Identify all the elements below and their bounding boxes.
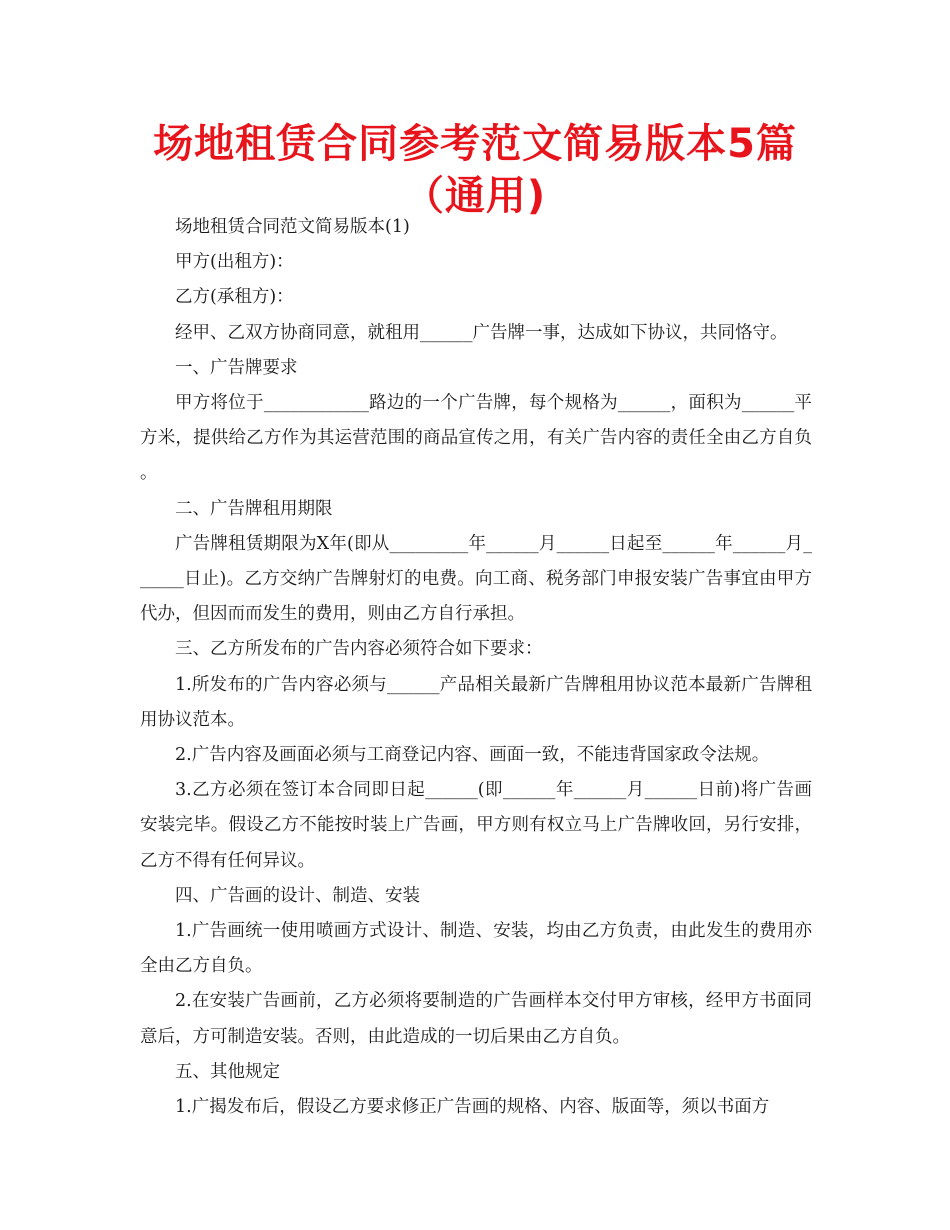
paragraph-billboard-location: 甲方将位于____________路边的一个广告牌，每个规格为______，面积为______平方米，提供给乙方作为其运营范围的商品宣传之用，有关广告内容的责任全由乙方自负。	[140, 393, 812, 484]
document-body	[140, 210, 812, 1125]
paragraph-intro: 经甲、乙双方协商同意，就租用______广告牌一事，达成如下协议，共同恪守。	[175, 322, 788, 343]
paragraph-other-1: 1.广揭发布后，假设乙方要求修正广告画的规格、内容、版面等，须以书面方	[175, 1097, 770, 1118]
heading-billboard-requirements: 一、广告牌要求	[175, 357, 298, 378]
document-title: 场地租赁合同参考范文简易版本5篇（通用)	[153, 121, 797, 219]
paragraph-requirement-1: 1.所发布的广告内容必须与______产品相关最新广告牌租用协议范本最新广告牌租用协议范本。	[140, 674, 812, 730]
paragraph-lease-term: 广告牌租赁期限为X年(即从_________年______月______日起至______年______月______日止)。乙方交纳广告牌射灯的电费。向工商、税务部门申报安装广告事宜由甲方代办，但因而而发生的费用，则由乙方自行承担。	[140, 533, 812, 625]
paragraph-party-a: 甲方(出租方)：	[175, 252, 294, 273]
paragraph-design-2: 2.在安装广告画前，乙方必须将要制造的广告画样本交付甲方审核，经甲方书面同意后，方可制造安装。否则，由此造成的一切后果由乙方自负。	[140, 991, 812, 1047]
paragraph-requirement-2: 2.广告内容及画面必须与工商登记内容、画面一致，不能违背国家政令法规。	[175, 745, 770, 766]
heading-design-installation: 四、广告画的设计、制造、安装	[175, 885, 420, 906]
heading-content-requirements: 三、乙方所发布的广告内容必须符合如下要求：	[175, 639, 543, 660]
heading-lease-term: 二、广告牌租用期限	[175, 498, 333, 519]
paragraph-design-1: 1.广告画统一使用喷画方式设计、制造、安装，均由乙方负责，由此发生的费用亦全由乙方自负。	[140, 921, 812, 977]
paragraph-section-heading: 场地租赁合同范文简易版本(1)	[175, 217, 410, 237]
heading-other-provisions: 五、其他规定	[175, 1061, 280, 1082]
paragraph-requirement-3: 3.乙方必须在签订本合同即日起______(即______年______月______日前)将广告画安装完毕。假设乙方不能按时装上广告画，甲方则有权立马上广告牌收回，另行安排，乙方不得有任何异议。	[140, 780, 812, 871]
paragraph-party-b: 乙方(承租方)：	[175, 287, 294, 308]
